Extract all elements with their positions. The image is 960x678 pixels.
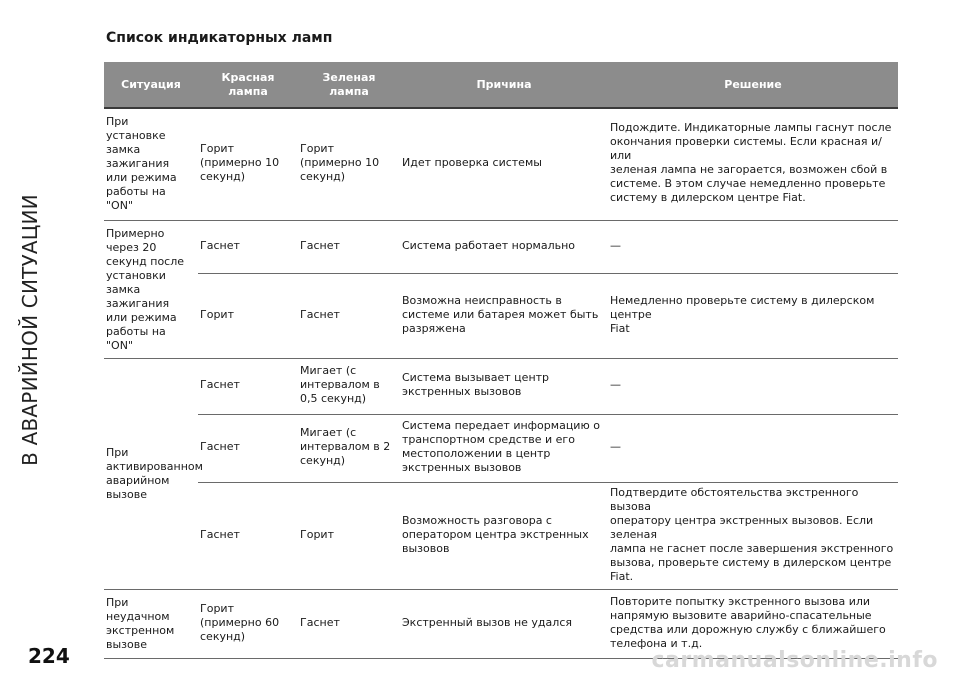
green-lamp-cell: Гаснет [298,273,400,358]
reason-cell: Возможна неисправность в системе или батарея может быть разряжена [400,273,608,358]
situation-cell: При установке замка зажигания или режима работы на "ON" [104,108,198,220]
header-situation: Ситуация [104,62,198,108]
table-row [104,482,898,589]
green-lamp-cell: Гаснет [298,589,400,658]
red-lamp-cell: Гаснет [198,482,298,589]
watermark-text: carmanualsonline.info [651,648,938,673]
solution-cell: Подождите. Индикаторные лампы гаснут после окончания проверки системы. Если красная и/или зеленая лампа не загорается, возможен сбой в системе. В этом случае немедленно проверьте систему в дилерском центре Fiat. [608,108,898,220]
header-red-lamp: Красная лампа [198,62,298,108]
solution-cell: — [608,220,898,273]
solution-cell: — [608,414,898,482]
reason-cell: Возможность разговора с оператором центра экстренных вызовов [400,482,608,589]
red-lamp-cell: Горит [198,273,298,358]
reason-cell: Система вызывает центр экстренных вызовов [400,358,608,414]
situation-cell: Примерно через 20 секунд после установки замка зажигания или режима работы на "ON" [104,220,198,358]
table-header-row [104,62,898,108]
header-solution: Решение [608,62,898,108]
red-lamp-cell: Гаснет [198,358,298,414]
solution-cell: Немедленно проверьте систему в дилерском центре Fiat [608,273,898,358]
situation-cell: При неудачном экстренном вызове [104,589,198,658]
reason-cell: Идет проверка системы [400,108,608,220]
table-row [104,358,898,414]
solution-cell: Повторите попытку экстренного вызова или напрямую вызовите аварийно-спасательные средства или дорожную службу с ближайшего телефона и т.д. [608,589,898,658]
reason-cell: Система работает нормально [400,220,608,273]
page-heading: Список индикаторных ламп [106,30,333,46]
situation-cell: При активированном аварийном вызове [104,358,198,589]
green-lamp-cell: Горит (примерно 10 секунд) [298,108,400,220]
table-row [104,108,898,220]
solution-cell: Подтвердите обстоятельства экстренного вызова оператору центра экстренных вызовов. Если зеленая лампа не гаснет после завершения экстренного вызова, проверьте систему в дилерском центре Fiat. [608,482,898,589]
table-row [104,273,898,358]
solution-cell: — [608,358,898,414]
table-row [104,220,898,273]
green-lamp-cell: Мигает (с интервалом в 2 секунд) [298,414,400,482]
green-lamp-cell: Мигает (с интервалом в 0,5 секунд) [298,358,400,414]
green-lamp-cell: Гаснет [298,220,400,273]
indicator-lamps-table [104,62,898,659]
header-green-lamp: Зеленая лампа [298,62,400,108]
red-lamp-cell: Гаснет [198,220,298,273]
reason-cell: Система передает информацию о транспортном средстве и его местоположении в центр экстренных вызовов [400,414,608,482]
table-row [104,414,898,482]
reason-cell: Экстренный вызов не удался [400,589,608,658]
green-lamp-cell: Горит [298,482,400,589]
page-number: 224 [28,644,70,668]
side-section-title-text: В АВАРИЙНОЙ СИТУАЦИИ [18,194,42,466]
red-lamp-cell: Горит (примерно 60 секунд) [198,589,298,658]
header-reason: Причина [400,62,608,108]
red-lamp-cell: Гаснет [198,414,298,482]
red-lamp-cell: Горит (примерно 10 секунд) [198,108,298,220]
